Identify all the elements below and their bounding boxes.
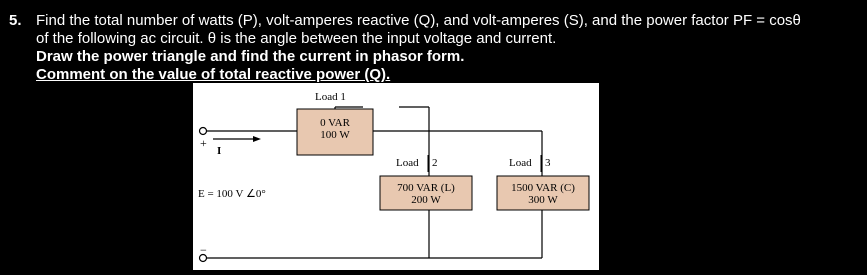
load-1-name: Load 1: [315, 91, 346, 103]
source-label: E = 100 V ∠0°: [198, 188, 266, 200]
problem-line-3: Draw the power triangle and find the current in phasor form.: [36, 48, 465, 65]
load-2-name: Load: [396, 157, 419, 169]
problem-line-1: Find the total number of watts (P), volt-amperes reactive (Q), and volt-amperes (S), and the power factor PF = cosθ: [36, 12, 801, 29]
load-3-number: 3: [545, 157, 551, 169]
load-1-watts: 100 W: [320, 129, 350, 141]
problem-line-4-text: Comment on the value of total reactive power (Q).: [36, 66, 391, 83]
load-1-var: 0 VAR: [320, 117, 350, 129]
load-3-watts: 300 W: [528, 194, 558, 206]
load-2-watts: 200 W: [411, 194, 441, 206]
circuit-diagram: [193, 83, 599, 270]
load-2-var: 700 VAR (L): [397, 182, 455, 194]
load-3-name: Load: [509, 157, 532, 169]
load-3-var: 1500 VAR (C): [511, 182, 575, 194]
current-label: I: [217, 145, 222, 157]
circuit-svg: [193, 83, 599, 270]
minus-sign: −: [200, 243, 207, 257]
problem-line-4: [36, 66, 390, 84]
terminal-top: [200, 128, 207, 135]
problem-line-2: of the following ac circuit. θ is the angle between the input voltage and current.: [36, 30, 557, 47]
problem-number: 5.: [9, 12, 22, 29]
plus-sign: +: [200, 136, 207, 150]
load-2-number: 2: [432, 157, 438, 169]
